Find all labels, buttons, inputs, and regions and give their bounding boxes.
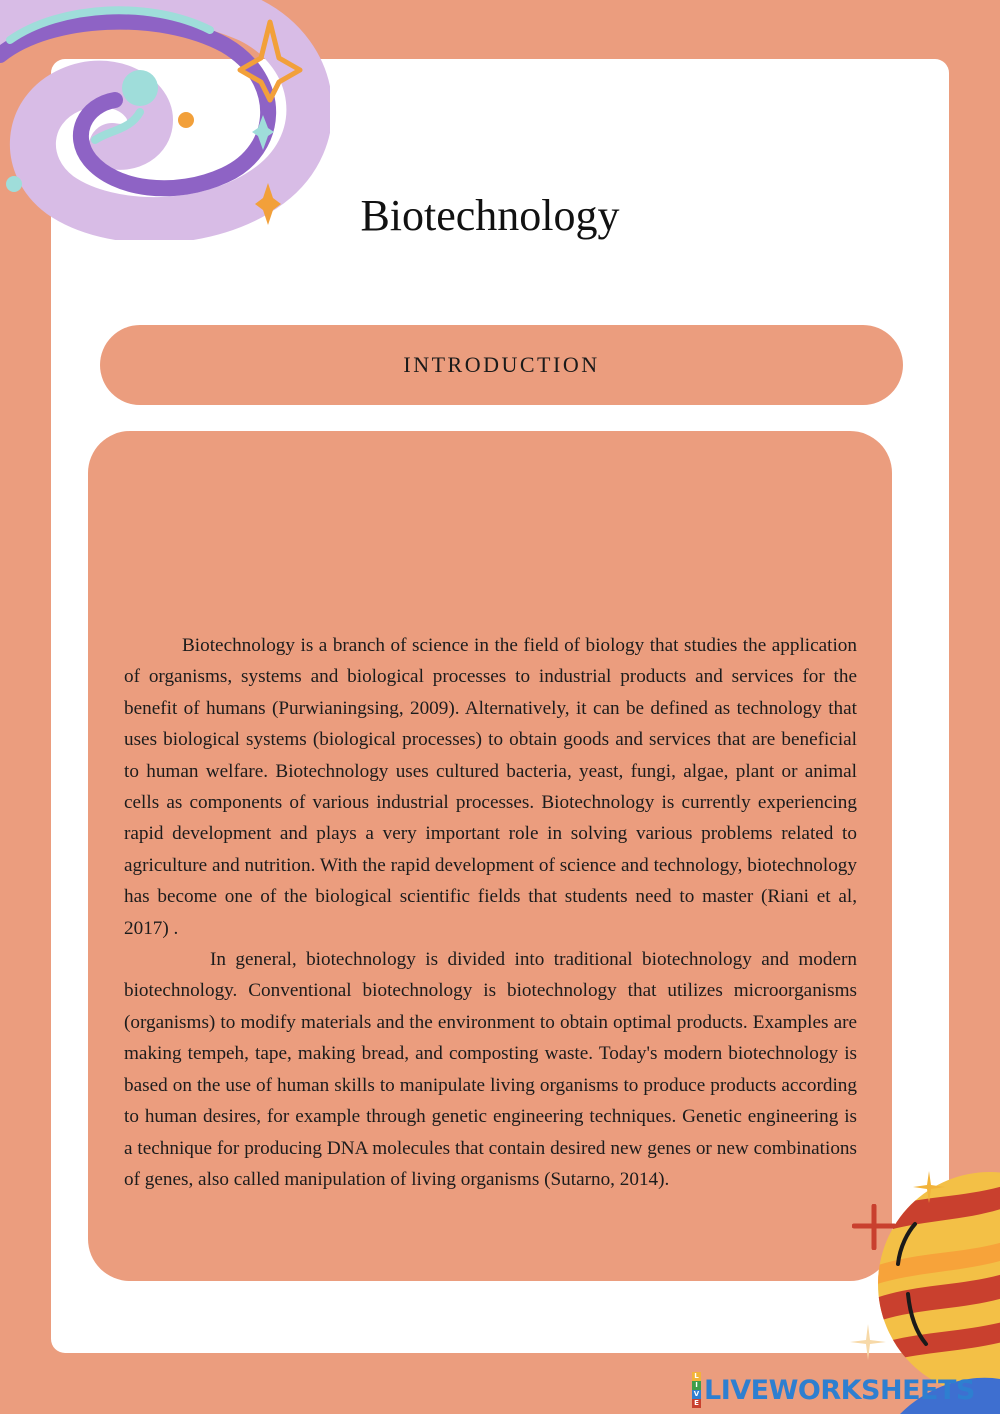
section-heading: INTRODUCTION xyxy=(403,352,600,377)
section-heading-pill xyxy=(100,325,903,405)
body-text xyxy=(124,630,857,1195)
paragraph-1: Biotechnology is a branch of science in the field of biology that studies the application of organisms, systems and biological processes to industrial products and services for the benefit of humans (Purwianingsing, 2009). Alternatively, it can be defined as technology that uses biological systems (biological processes) to obtain goods and services that are beneficial to human welfare. Biotechnology uses cultured bacteria, yeast, fungi, algae, plant or animal cells as components of various industrial processes. Biotechnology is currently experiencing rapid development and plays a very important role in solving various problems related to agriculture and nutrition. With the rapid development of science and technology, biotechnology has become one of the biological scientific fields that students need to master (Riani et al, 2017) . xyxy=(124,635,857,939)
sparkle-icon xyxy=(848,1322,888,1362)
logo-badge-letter: L xyxy=(692,1372,701,1381)
logo-text: LIVEWORKSHEETS xyxy=(704,1374,975,1406)
liveworksheets-logo xyxy=(692,1372,975,1408)
sparkle-icon xyxy=(912,1170,946,1204)
logo-badge xyxy=(692,1372,701,1408)
page-title: Biotechnology xyxy=(360,191,620,240)
logo-badge-letter: I xyxy=(692,1381,701,1390)
paragraph-2: In general, biotechnology is divided into traditional biotechnology and modern biotechnology. Conventional biotechnology is biotechnology that utilizes microorganisms (organisms) to modify materials and the environment to obtain optimal products. Examples are making tempeh, tape, making bread, and composting waste. Today's modern biotechnology is based on the use of human skills to manipulate living organisms to produce products according to human desires, for example through genetic engineering techniques. Genetic engineering is a technique for producing DNA molecules that contain desired new genes or new combinations of genes, also called manipulation of living organisms (Sutarno, 2014). xyxy=(124,949,857,1190)
logo-badge-letter: E xyxy=(692,1399,701,1408)
cross-star-icon xyxy=(852,1204,896,1250)
logo-badge-letter: V xyxy=(693,1390,700,1398)
